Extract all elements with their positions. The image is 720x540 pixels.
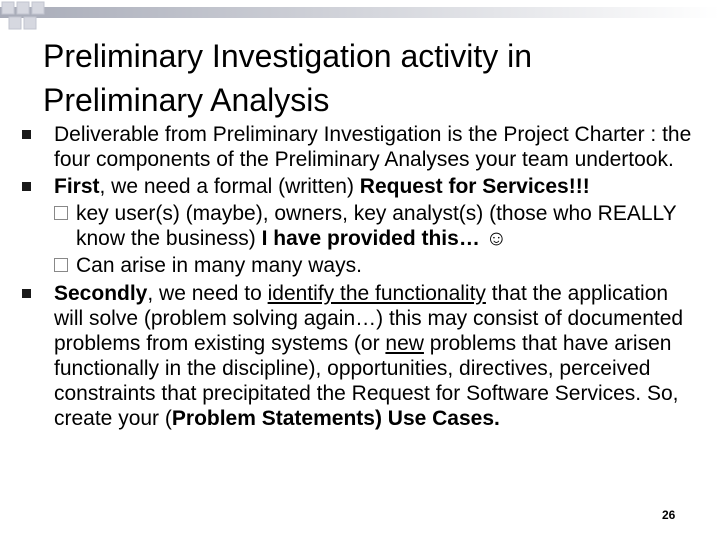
bullet-text: , we need a formal (written) [99, 175, 360, 198]
bullet-text: , we need to [147, 282, 268, 305]
bullet-text: Deliverable from Preliminary Investigation is the Project Charter : the four components of the Preliminary Analyses your team undertook. [54, 123, 692, 171]
hollow-square-bullet-icon [54, 258, 68, 272]
sub-text: Can arise in many many ways. [76, 254, 362, 277]
title-line-2: Preliminary Analysis [43, 82, 330, 118]
smiley-icon: ☺ [485, 227, 508, 250]
bullet-text: problems that have arisen functionally in the discipline), opportunities, directives, perceived constraints that precipitated the Request for Software Services. So, create your ( [54, 332, 679, 430]
page-number: 26 [662, 508, 676, 522]
new-word: new [385, 332, 424, 355]
identify-functionality: identify the functionality [267, 282, 486, 305]
bullet-item-functionality [22, 281, 702, 431]
slide-title [43, 34, 683, 122]
sub-item-arise [22, 253, 702, 278]
request-for-services: Request for Services!!! [359, 175, 590, 198]
square-bullet-icon [22, 289, 31, 298]
square-bullet-icon [22, 182, 31, 191]
secondly-label: Secondly [54, 282, 148, 305]
problem-statements: Problem Statements) Use Cases. [171, 407, 500, 430]
first-label: First [54, 175, 100, 198]
title-line-1: Preliminary Investigation activity in [43, 38, 533, 74]
slide-body [22, 122, 702, 431]
bullet-item-deliverable [22, 122, 702, 172]
bullet-item-request [22, 174, 702, 199]
square-bullet-icon [22, 130, 31, 139]
sub-item-key-users [22, 201, 702, 251]
corner-decoration [0, 0, 720, 36]
hollow-square-bullet-icon [54, 206, 68, 220]
sub-text: key user(s) (maybe), owners, key analyst(s) (those who REALLY know the business) [76, 202, 677, 250]
provided-note: I have provided this… [261, 227, 480, 250]
bullet-text: that the application will solve (problem solving again…) this may consist of documented problems from existing systems (or [54, 282, 684, 355]
